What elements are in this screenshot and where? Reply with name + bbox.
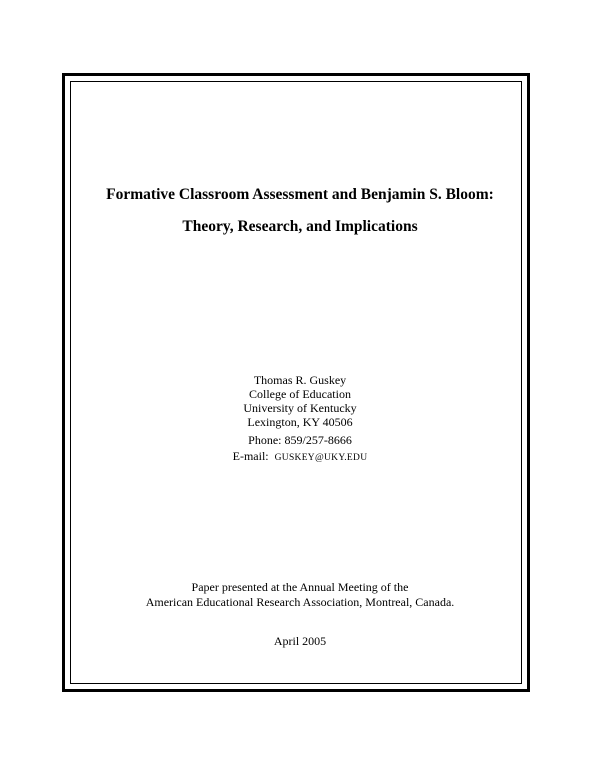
email-label: E-mail:: [232, 449, 269, 463]
author-institution: University of Kentucky: [243, 401, 357, 415]
email-address: GUSKEY@UKY.EDU: [274, 453, 368, 463]
paper-date: April 2005: [273, 634, 327, 648]
author-phone: Phone: 859/257-8666: [248, 433, 352, 447]
author-address: Lexington, KY 40506: [247, 415, 353, 429]
contact-block: [0, 432, 600, 466]
paper-title-line-1: Formative Classroom Assessment and Benjamin S. Bloom:: [106, 186, 494, 203]
author-email: [0, 448, 600, 466]
author-block: [0, 373, 600, 429]
paper-title-line-2: Theory, Research, and Implications: [182, 218, 418, 235]
presentation-line-1: Paper presented at the Annual Meeting of the: [191, 580, 409, 594]
presentation-note: [0, 580, 600, 610]
author-department: College of Education: [249, 387, 351, 401]
presentation-line-2: American Educational Research Association, Montreal, Canada.: [145, 595, 455, 609]
author-name: Thomas R. Guskey: [253, 373, 347, 387]
